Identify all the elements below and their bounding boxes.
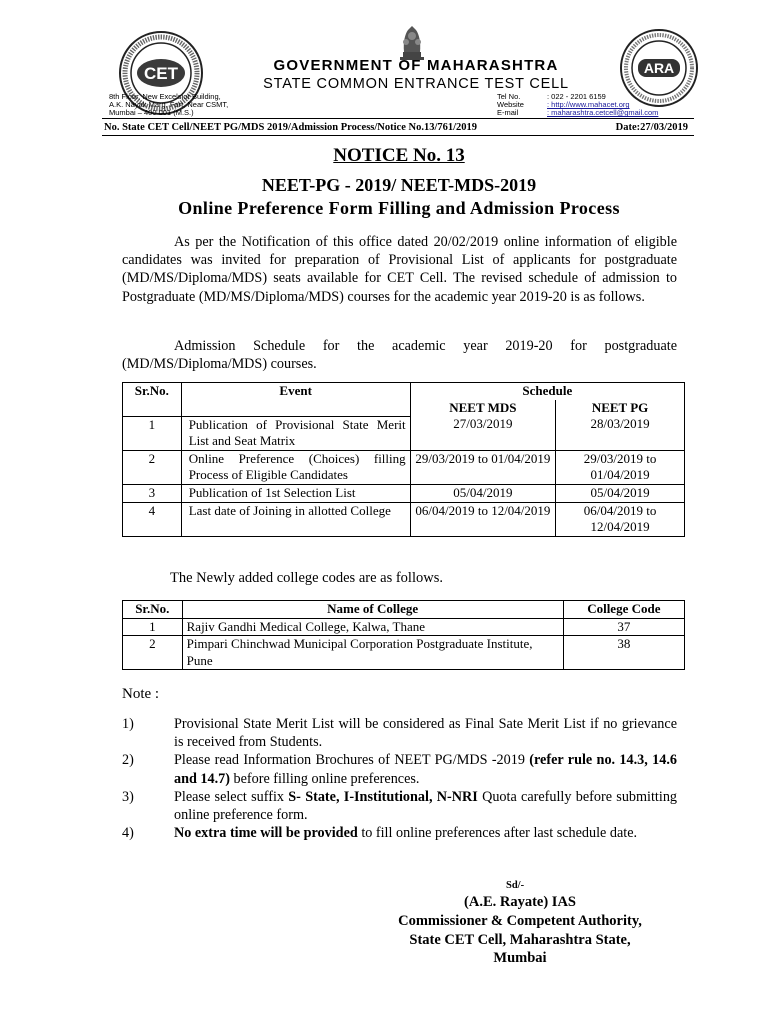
address-line: 8th Floor, New Excelsior Building, bbox=[109, 92, 221, 101]
note-text: Please select suffix bbox=[174, 788, 289, 805]
new-colleges-intro: The Newly added college codes are as follows. bbox=[170, 570, 443, 586]
note-text: to fill online preferences after last schedule date. bbox=[357, 825, 638, 842]
contact-key: Tel No. bbox=[497, 92, 521, 101]
cell-neet-mds-date: 05/04/2019 bbox=[410, 485, 556, 503]
col-header-srno: Sr.No. bbox=[123, 383, 182, 417]
address-line: A.K. Nayak Marg, Fort, Near CSMT, bbox=[109, 100, 229, 110]
col-header-neet-pg: NEET PG bbox=[556, 400, 685, 417]
intro-paragraph: As per the Notification of this office dated 20/02/2019 online information of eligible candidates was invited for preparation of Provisional List of applicants for postgraduate (MD/MS/Diploma/MDS) seats available for CET Cell. The revised schedule of admission to Postgraduate (MD/MS/Diploma/MDS) courses for the academic year 2019-20 is as follows. bbox=[122, 234, 677, 305]
table-header-row bbox=[123, 383, 685, 400]
ara-logo-text: ARA bbox=[643, 60, 675, 76]
note-item bbox=[122, 824, 677, 842]
note-number: 1) bbox=[122, 716, 134, 732]
cell-srno: 2 bbox=[123, 450, 182, 484]
cell-neet-pg-date: 06/04/2019 to 12/04/2019 bbox=[556, 502, 685, 536]
table-row bbox=[123, 416, 685, 450]
signatory-city: Mumbai bbox=[493, 950, 547, 967]
table-row bbox=[123, 450, 685, 484]
notes-list bbox=[122, 715, 677, 842]
national-emblem-icon bbox=[394, 22, 430, 62]
reference-line bbox=[104, 121, 688, 134]
table-row bbox=[123, 636, 685, 670]
cell-neet-pg-date: 29/03/2019 to 01/04/2019 bbox=[556, 450, 685, 484]
schedule-intro-paragraph: Admission Schedule for the academic year 2019-20 for postgraduate (MD/MS/Diploma/MDS) courses. bbox=[122, 338, 677, 373]
col-header-event: Event bbox=[181, 383, 410, 417]
note-item bbox=[122, 715, 677, 751]
cell-neet-mds-date: 29/03/2019 to 01/04/2019 bbox=[410, 450, 556, 484]
note-text: before filling online preferences. bbox=[229, 770, 420, 787]
cell-college-name: Pimpari Chinchwad Municipal Corporation Postgraduate Institute, Pune bbox=[182, 636, 563, 670]
reference-divider bbox=[102, 135, 694, 136]
cell-event: Last date of Joining in allotted College bbox=[181, 502, 410, 536]
exam-title: NEET-PG - 2019/ NEET-MDS-2019 bbox=[261, 175, 537, 195]
signatory-title: Commissioner & Competent Authority, bbox=[398, 912, 642, 929]
cell-srno: 1 bbox=[123, 416, 182, 450]
cell-srno: 1 bbox=[123, 618, 183, 636]
cet-logo-text: CET bbox=[144, 64, 178, 83]
note-number: 4) bbox=[122, 825, 134, 842]
note-text: Quota carefully before submitting online preference form. bbox=[174, 788, 678, 824]
note-title: Note : bbox=[122, 686, 160, 702]
college-table bbox=[122, 600, 685, 670]
cell-event: Online Preference (Choices) filling Process of Eligible Candidates bbox=[181, 450, 410, 484]
schedule-table bbox=[122, 382, 685, 537]
cell-college-name: Rajiv Gandhi Medical College, Kalwa, Thane bbox=[182, 618, 563, 636]
col-header-neet-mds: NEET MDS bbox=[410, 400, 556, 417]
note-number: 3) bbox=[122, 788, 134, 805]
table-row bbox=[123, 502, 685, 536]
cell-college-code: 38 bbox=[563, 636, 684, 670]
note-text: Please read Information Brochures of NEET PG/MDS -2019 bbox=[174, 752, 530, 769]
address-line: Mumbai – 400 001 (M.S.) bbox=[109, 108, 194, 118]
signed-mark: Sd/- bbox=[506, 880, 525, 891]
col-header-college-code: College Code bbox=[563, 601, 684, 619]
note-item bbox=[122, 751, 677, 787]
cell-srno: 3 bbox=[123, 485, 182, 503]
header-divider bbox=[102, 118, 694, 119]
table-header-row bbox=[123, 601, 685, 619]
col-header-srno: Sr.No. bbox=[123, 601, 183, 619]
note-text: Provisional State Merit List will be considered as Final Sate Merit List if no grievance is received from Students. bbox=[174, 716, 677, 751]
cell-neet-pg-date: 28/03/2019 bbox=[556, 416, 685, 450]
table-row bbox=[123, 485, 685, 503]
government-title: GOVERNMENT OF MAHARASHTRA bbox=[273, 57, 559, 74]
note-bold-text: No extra time will be provided bbox=[174, 825, 358, 842]
signatory-name: (A.E. Rayate) IAS bbox=[464, 894, 576, 910]
contact-key: Website bbox=[497, 100, 524, 110]
signatory-office: State CET Cell, Maharashtra State, bbox=[409, 931, 631, 948]
signature-block bbox=[370, 893, 670, 968]
cell-event: Publication of 1st Selection List bbox=[181, 485, 410, 503]
reference-number: No. State CET Cell/NEET PG/MDS 2019/Admission Process/Notice No.13/761/2019 bbox=[104, 122, 478, 133]
cell-title: STATE COMMON ENTRANCE TEST CELL bbox=[263, 76, 569, 92]
col-header-schedule: Schedule bbox=[410, 383, 684, 400]
reference-date: Date:27/03/2019 bbox=[615, 122, 688, 133]
notice-number: NOTICE No. 13 bbox=[333, 145, 465, 166]
phone-number: : 022 - 2201 6159 bbox=[547, 92, 606, 101]
contact-key: E-mail bbox=[497, 108, 519, 118]
cell-neet-pg-date: 05/04/2019 bbox=[556, 485, 685, 503]
note-item bbox=[122, 788, 677, 824]
cell-college-code: 37 bbox=[563, 618, 684, 636]
cell-srno: 2 bbox=[123, 636, 183, 670]
note-bold-text: S- State, I-Institutional, N-NRI bbox=[288, 788, 478, 805]
note-number: 2) bbox=[122, 752, 134, 769]
office-address bbox=[109, 93, 228, 118]
notice-subject: Online Preference Form Filling and Admission Process bbox=[178, 198, 620, 218]
note-bold-text: (refer rule no. 14.3, 14.6 and 14.7) bbox=[174, 752, 677, 787]
cell-event: Publication of Provisional State Merit List and Seat Matrix bbox=[181, 416, 410, 450]
cell-neet-mds-date: 06/04/2019 to 12/04/2019 bbox=[410, 502, 556, 536]
website-link[interactable]: : http://www.mahacet.org bbox=[547, 100, 630, 110]
email-link[interactable]: : maharashtra.cetcell@gmail.com bbox=[547, 108, 659, 118]
cell-srno: 4 bbox=[123, 502, 182, 536]
col-header-college-name: Name of College bbox=[182, 601, 563, 619]
cell-neet-mds-date: 27/03/2019 bbox=[410, 416, 556, 450]
table-row bbox=[123, 618, 685, 636]
ara-logo bbox=[619, 28, 699, 108]
